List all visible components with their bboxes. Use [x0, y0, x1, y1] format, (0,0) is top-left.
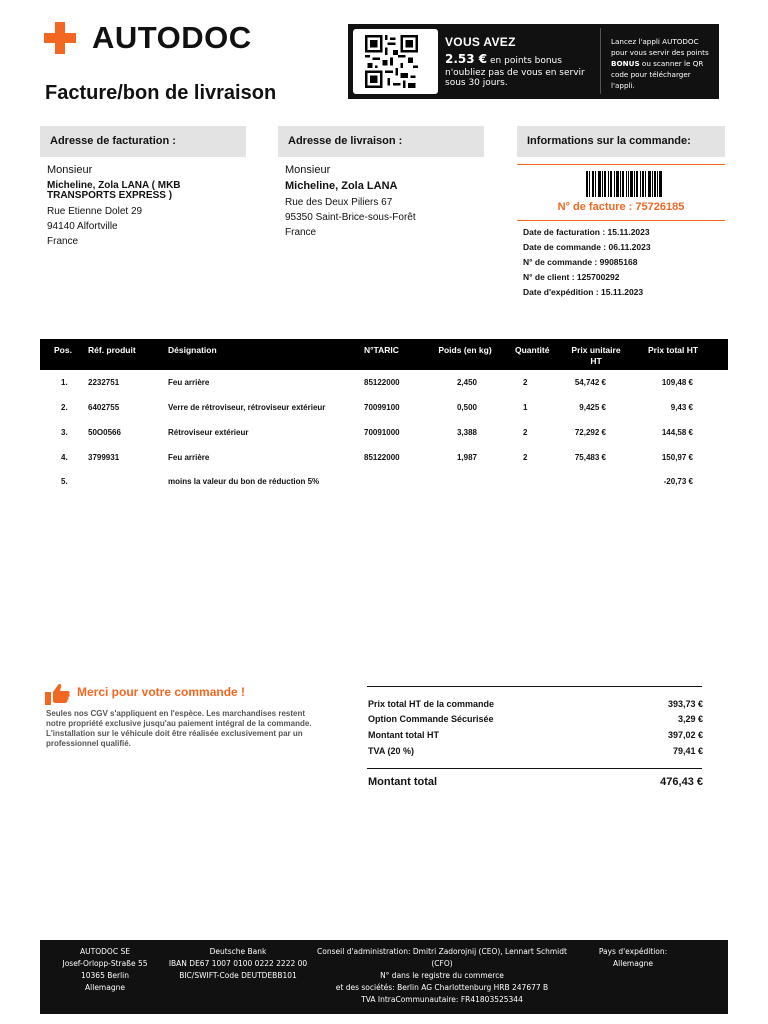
table-row: 1. 2232751 Feu arrière 85122000 2,450 2 54,742 € 109,48 € [61, 378, 693, 387]
qr-code-icon [353, 29, 438, 94]
order-number: N° de commande : 99085168 [523, 257, 638, 267]
delivery-city: 95350 Saint-Brice-sous-Forêt [285, 212, 416, 223]
table-row: 5. moins la valeur du bon de réduction 5% -20,73 € [61, 477, 693, 486]
invoice-date: Date de facturation : 15.11.2023 [523, 227, 650, 237]
billing-city: 94140 Alfortville [47, 221, 118, 232]
billing-name: Micheline, Zola LANA ( MKB TRANSPORTS EXPRESS ) [47, 180, 181, 201]
col-pos: Pos. [54, 345, 72, 355]
footer-company: AUTODOC SE Josef-Orlopp-Straße 55 10365 Berlin Allemagne [62, 947, 148, 992]
table-row: 3. 50O0566 Rétroviseur extérieur 70091000 3,388 2 72,292 € 144,58 € [61, 428, 693, 437]
delivery-salutation: Monsieur [285, 164, 331, 176]
thanks-title: Merci pour votre commande ! [77, 685, 246, 699]
logo-plus-icon [44, 22, 76, 54]
invoice-number: N° de facture : 75726185 [557, 201, 685, 213]
col-unit-price: Prix unitaire HT [571, 345, 621, 366]
bonus-amount: 2.53 € [445, 52, 488, 66]
footer-board: Conseil d'administration: Dmitri Zadorojnij (CEO), Lennart Schmidt (CFO) N° dans le registre du commerce et des sociétés: Berlin AG Charlottenburg HRB 247677 B TVA IntraCommunautaire: FR41803525344 [317, 947, 567, 1004]
grand-total-value: 476,43 € [660, 776, 703, 788]
delivery-country: France [285, 227, 317, 238]
delivery-name: Micheline, Zola LANA [285, 180, 398, 192]
order-info-list [523, 225, 651, 300]
shipping-date: Date d'expédition : 15.11.2023 [523, 287, 644, 297]
bonus-box [348, 24, 719, 99]
footer-shipping: Pays d'expédition: Allemagne [598, 947, 668, 968]
col-weight: Poids (en kg) [438, 345, 492, 355]
footer [40, 940, 728, 1014]
bonus-amount-suffix: en points bonus [490, 56, 562, 66]
col-ref: Réf. produit [88, 345, 136, 355]
footer-bank: Deutsche Bank IBAN DE67 1007 0100 0222 2222 00 BIC/SWIFT-Code DEUTDEBB101 [168, 947, 308, 980]
billing-address-header: Adresse de facturation : [40, 126, 246, 157]
col-total-price: Prix total HT [648, 345, 699, 355]
billing-salutation: Monsieur [47, 164, 93, 176]
billing-street: Rue Etienne Dolet 29 [47, 206, 143, 217]
logo-text: AUTODOC [92, 20, 252, 55]
bonus-note: n'oubliez pas de vous en servir sous 30 jours. [445, 68, 585, 88]
col-designation: Désignation [168, 345, 217, 355]
items-table-header [40, 339, 728, 370]
order-date: Date de commande : 06.11.2023 [523, 242, 651, 252]
grand-total-label: Montant total [368, 776, 438, 788]
table-row: 4. 3799931 Feu arrière 85122000 1,987 2 75,483 € 150,97 € [61, 453, 693, 462]
billing-address [47, 163, 247, 249]
barcode-icon [586, 171, 662, 202]
terms-note: Seules nos CGV s'appliquent en l'espèce. Les marchandises restent notre propriété exclusive jusqu'au paiement intégral de la commande. L'installation sur le véhicule doit être réalisée exclusivement par un professionnel qualifié. [46, 709, 312, 748]
autodoc-logo [44, 20, 252, 56]
bonus-app-text: Lancez l'appli AUTODOC pour vous servir des points BONUS ou scanner le QR code pour télécharger l'appli. [611, 37, 709, 90]
col-qty: Quantité [515, 345, 550, 355]
client-number: N° de client : 125700292 [523, 272, 620, 282]
delivery-street: Rue des Deux Piliers 67 [285, 197, 393, 208]
table-row: 2. 6402755 Verre de rétroviseur, rétroviseur extérieur 70099100 0,500 1 9,425 € 9,43 € [61, 403, 693, 412]
thumbs-up-icon [45, 683, 70, 710]
billing-country: France [47, 236, 79, 247]
bonus-heading: VOUS AVEZ [445, 35, 516, 49]
order-info-header: Informations sur la commande: [517, 126, 725, 157]
col-taric: N°TARIC [364, 345, 399, 355]
document-title: Facture/bon de livraison [45, 82, 277, 104]
delivery-address [285, 163, 485, 240]
delivery-address-header: Adresse de livraison : [278, 126, 484, 157]
